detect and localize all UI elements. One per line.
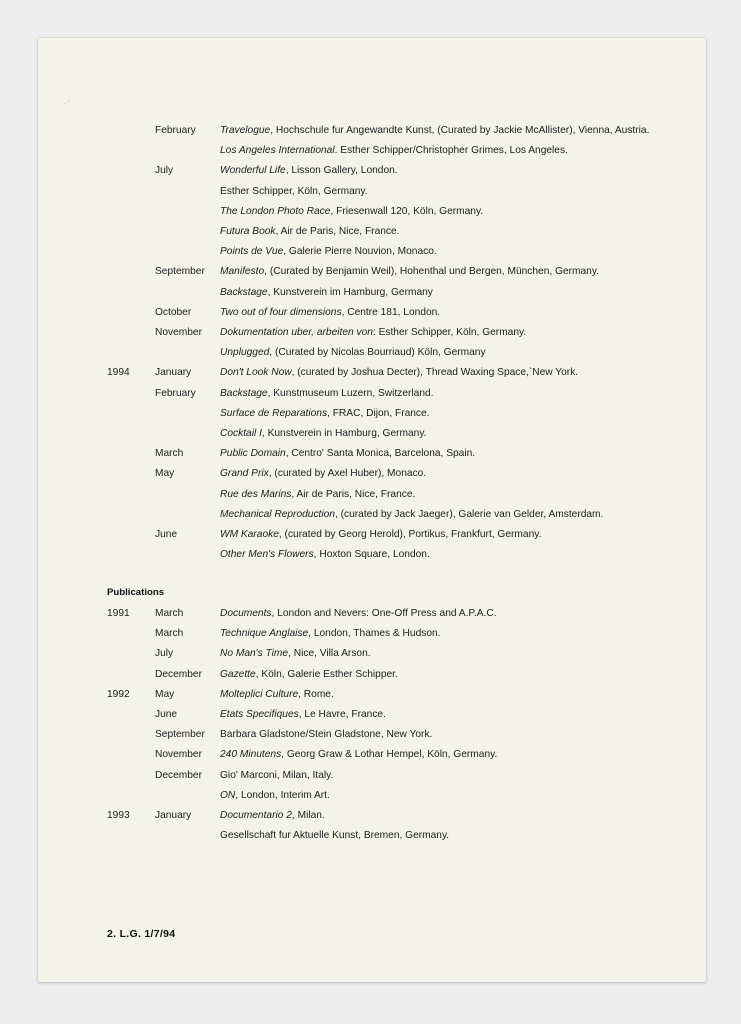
entry-title: Mechanical Reproduction bbox=[220, 508, 335, 520]
entry-title: Backstage bbox=[220, 286, 268, 298]
entry-title: Backstage bbox=[220, 387, 268, 399]
entry-month: December bbox=[155, 668, 202, 680]
entry-details: Gio' Marconi, Milan, Italy. bbox=[220, 769, 334, 781]
entry-month: January bbox=[155, 810, 192, 821]
entry-title: Los Angeles International bbox=[220, 145, 335, 157]
entry-details: Esther Schipper, Köln, Germany. bbox=[220, 185, 368, 197]
entry-details: , Rome. bbox=[298, 688, 334, 700]
entry-text bbox=[220, 688, 334, 701]
entry-title: Two out of four dimensions bbox=[220, 306, 342, 318]
entry-month: July bbox=[155, 165, 174, 177]
entry-title: Wonderful Life bbox=[220, 165, 286, 177]
entry-month: November bbox=[155, 749, 202, 761]
entry-details: : Esther Schipper, Köln, Germany. bbox=[372, 327, 527, 338]
entry-text bbox=[220, 647, 371, 660]
entry-details: , Air de Paris, Nice, France. bbox=[275, 226, 400, 237]
entry-text bbox=[220, 607, 497, 620]
entry-text bbox=[220, 728, 432, 741]
page-footer: 2. L.G. 1/7/94 bbox=[107, 928, 176, 940]
entry-text bbox=[220, 508, 603, 521]
entry-title: No Man's Time bbox=[220, 648, 289, 660]
entry-text bbox=[220, 467, 426, 480]
entry-details: , (curated by Georg Herold), Portikus, Frankfurt, Germany. bbox=[278, 529, 542, 540]
entry-year: 1992 bbox=[107, 688, 130, 700]
entry-month: September bbox=[155, 266, 205, 278]
entry-title: Technique Anglaise bbox=[220, 628, 309, 640]
entry-month: February bbox=[155, 387, 196, 399]
entry-text bbox=[220, 306, 440, 319]
entry-title: Gazette bbox=[220, 668, 256, 680]
entry-text bbox=[220, 769, 333, 782]
entry-text bbox=[220, 627, 441, 640]
entry-month: January bbox=[155, 367, 192, 379]
entry-year: 1994 bbox=[107, 367, 130, 379]
entry-month: May bbox=[155, 468, 175, 480]
entry-details: , Air de Paris, Nice, France. bbox=[291, 488, 416, 500]
entry-text bbox=[220, 809, 325, 822]
entry-details: , Georg Graw & Lothar Hempel, Köln, Germany. bbox=[281, 749, 498, 761]
entry-text bbox=[220, 427, 426, 440]
entry-text bbox=[220, 488, 415, 501]
entry-text bbox=[220, 447, 475, 460]
entry-text bbox=[220, 829, 449, 842]
entry-text bbox=[220, 245, 437, 258]
entry-text bbox=[220, 407, 430, 420]
entry-details: , (Curated by Benjamin Weil), Hohenthal und Bergen, München, Germany. bbox=[264, 266, 600, 278]
entry-title: Manifesto bbox=[220, 266, 265, 278]
entry-details: , Friesenwall 120, Köln, Germany. bbox=[330, 205, 484, 217]
entry-year: 1991 bbox=[107, 608, 130, 619]
entry-details: , Nice, Villa Arson. bbox=[288, 648, 371, 660]
entry-month: March bbox=[155, 608, 184, 619]
entry-month: November bbox=[155, 327, 202, 338]
entry-month: June bbox=[155, 709, 178, 720]
entry-text bbox=[220, 668, 398, 681]
entry-details: , Le Havre, France. bbox=[298, 709, 386, 720]
entry-text bbox=[220, 205, 483, 218]
entry-title: Rue des Marins bbox=[220, 488, 292, 500]
publications-heading: Publications bbox=[107, 587, 165, 598]
entry-title: Unplugged bbox=[220, 347, 270, 359]
entry-title: Dokumentation uber, arbeiten von bbox=[220, 327, 373, 338]
entry-details: , Galerie Pierre Nouvion, Monaco. bbox=[283, 246, 437, 258]
entry-text bbox=[220, 528, 541, 541]
entry-title: Public Domain bbox=[220, 448, 286, 460]
entry-title: Molteplici Culture bbox=[220, 688, 299, 700]
entry-details: , London, Thames & Hudson. bbox=[308, 628, 441, 640]
entry-details: , Centre 181, London. bbox=[341, 306, 441, 318]
entry-title: Don't Look Now bbox=[220, 367, 292, 379]
entry-title: Points de Vue bbox=[220, 246, 284, 258]
entry-details: , Köln, Galerie Esther Schipper. bbox=[255, 668, 398, 680]
entry-title: The London Photo Race bbox=[220, 205, 331, 217]
entry-title: Documentario 2 bbox=[220, 810, 292, 821]
entry-title: WM Karaoke bbox=[220, 529, 279, 540]
entry-month: July bbox=[155, 648, 174, 660]
entry-details: , FRAC, Dijon, France. bbox=[327, 407, 430, 419]
entry-month: December bbox=[155, 769, 202, 781]
entry-text bbox=[220, 387, 433, 400]
entry-title: Grand Prix bbox=[220, 468, 269, 480]
entry-details: , Kunstverein im Hamburg, Germany bbox=[267, 286, 433, 298]
entry-text bbox=[220, 164, 398, 177]
entry-text bbox=[220, 789, 330, 802]
entry-text bbox=[220, 366, 578, 379]
stray-mark: · ’ bbox=[64, 101, 69, 107]
entry-details: Barbara Gladstone/Stein Gladstone, New York. bbox=[220, 729, 433, 741]
entry-month: March bbox=[155, 628, 184, 640]
entry-title: Cocktail I bbox=[220, 428, 262, 439]
entry-details: , (curated by Axel Huber), Monaco. bbox=[268, 468, 427, 480]
entry-details: . Esther Schipper/Christopher Grimes, Los Angeles. bbox=[334, 145, 568, 157]
entry-details: , Centro' Santa Monica, Barcelona, Spain. bbox=[285, 448, 476, 460]
entry-month: June bbox=[155, 529, 178, 540]
entry-text bbox=[220, 225, 400, 238]
entry-title: Travelogue bbox=[220, 125, 271, 136]
entry-text bbox=[220, 548, 430, 561]
entry-text bbox=[220, 346, 486, 359]
entry-details: , Hochschule fur Angewandte Kunst, (Curated by Jackie McAllister), Vienna, Austria. bbox=[270, 125, 650, 136]
entry-details: , (Curated by Nicolas Bourriaud) Köln, Germany bbox=[269, 347, 486, 359]
entry-title: Futura Book bbox=[220, 226, 276, 237]
entry-title: Surface de Reparations bbox=[220, 407, 328, 419]
entry-details: , Kunstverein in Hamburg, Germany. bbox=[261, 428, 427, 439]
entry-title: Etats Specifiques bbox=[220, 709, 299, 720]
entry-text bbox=[220, 326, 526, 339]
entry-text bbox=[220, 286, 433, 299]
entry-month: March bbox=[155, 448, 184, 460]
entry-details: , Lisson Gallery, London. bbox=[285, 165, 398, 177]
entry-details: , London and Nevers: One-Off Press and A.P.A.C. bbox=[271, 608, 497, 619]
entry-month: September bbox=[155, 729, 205, 741]
entry-month: February bbox=[155, 125, 196, 136]
entry-title: ON bbox=[220, 789, 236, 801]
entry-details: , (curated by Joshua Decter), Thread Waxing Space,`New York. bbox=[291, 367, 579, 379]
entry-title: Documents bbox=[220, 608, 272, 619]
entry-details: Gesellschaft fur Aktuelle Kunst, Bremen, Germany. bbox=[220, 830, 450, 842]
entry-text bbox=[220, 748, 497, 761]
entry-text bbox=[220, 185, 368, 198]
entry-details: , Hoxton Square, London. bbox=[313, 549, 430, 561]
entry-month: May bbox=[155, 688, 175, 700]
entry-year: 1993 bbox=[107, 810, 130, 821]
entry-details: , Kunstmuseum Luzern, Switzerland. bbox=[267, 387, 434, 399]
entry-details: , Milan. bbox=[291, 810, 325, 821]
entry-text bbox=[220, 144, 568, 157]
entry-title: 240 Minutens bbox=[220, 749, 282, 761]
entry-text bbox=[220, 708, 386, 721]
entry-text bbox=[220, 265, 599, 278]
entry-month: October bbox=[155, 306, 192, 318]
entry-text bbox=[220, 124, 649, 137]
entry-details: , London, Interim Art. bbox=[235, 789, 330, 801]
entry-title: Other Men's Flowers bbox=[220, 549, 314, 561]
entry-details: , (curated by Jack Jaeger), Galerie van Gelder, Amsterdam. bbox=[334, 508, 604, 520]
